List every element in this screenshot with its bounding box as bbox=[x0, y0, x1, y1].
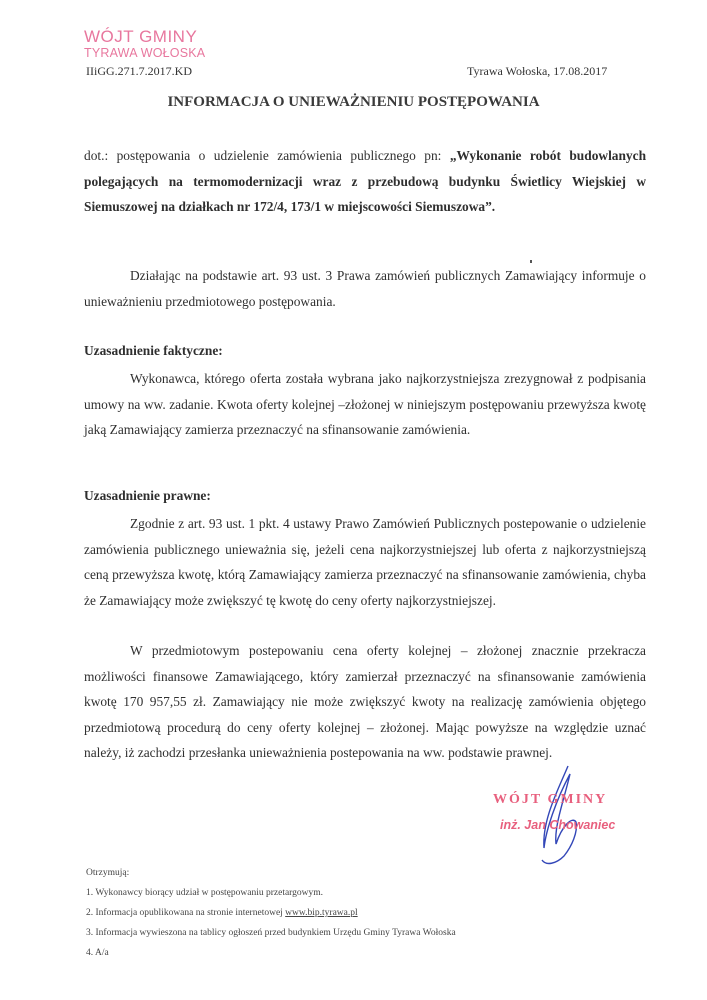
recipient-item bbox=[86, 908, 358, 918]
municipality-stamp bbox=[84, 28, 205, 60]
subject-paragraph bbox=[84, 143, 646, 220]
recipient-item: 1. Wykonawcy biorący udział w postępowaniu przetargowym. bbox=[86, 888, 324, 898]
stamp-line-2: TYRAWA WOŁOSKA bbox=[84, 46, 206, 60]
legal-paragraph-1: Zgodnie z art. 93 ust. 1 pkt. 4 ustawy Prawo Zamówień Publicznych postepowanie o udzielenie zamówienia publicznego unieważnia się, jeżeli cena najkorzystniejszej lub oferta z najkorzystniejszą ceną przewyższa kwotę, którą Zamawiający zamierza przeznaczyć na sfinansowanie zamówienia, chyba że Zamawiający może zwiększyć tę kwotę do ceny oferty najkorzystniejszej. bbox=[84, 516, 646, 608]
bip-link[interactable]: www.bip.tyrawa.pl bbox=[285, 908, 358, 918]
intro-paragraph: Działając na podstawie art. 93 ust. 3 Prawa zamówień publicznych Zamawiający informuje o unieważnieniu przedmiotowego postępowania. bbox=[84, 268, 646, 309]
subject-title: „Wykonanie robót budowlanych polegających na termomodernizacji wraz z przebudową budynku Świetlicy Wiejskiej w Siemuszowej na działkach nr 172/4, 173/1 w miejscowości Siemuszowa”. bbox=[84, 148, 647, 214]
signature-title: WÓJT GMINY bbox=[493, 792, 608, 807]
subject-prefix: dot.: postępowania o udzielenie zamówienia publicznego pn: bbox=[84, 148, 450, 163]
recipient-item: 4. A/a bbox=[86, 948, 109, 958]
signature-name: inż. Jan Chowaniec bbox=[500, 818, 616, 832]
document-title: INFORMACJA O UNIEWAŻNIENIU POSTĘPOWANIA bbox=[167, 94, 540, 110]
stamp-line-1: WÓJT GMINY bbox=[84, 27, 198, 46]
reference-number: IIiGG.271.7.2017.KD bbox=[86, 64, 192, 78]
signature-stamp bbox=[493, 792, 615, 832]
legal-heading: Uzasadnienie prawne: bbox=[84, 488, 211, 503]
legal-paragraph-2: W przedmiotowym postepowaniu cena oferty kolejnej – złożonej znacznie przekracza możliwości finansowe Zamawiającego, który zamierzał przeznaczyć na sfinansowanie zamówienia kwotę 170 957,55 zł. Zamawiający nie może zwiększyć kwoty na realizację zamówienia objętego przedmiotową procedurą do ceny oferty kolejnej – złożonej. Mając powyższe na względzie uznać należy, iż zachodzi przesłanka unieważnienia postepowania na ww. podstawie prawnej. bbox=[84, 643, 646, 760]
factual-heading: Uzasadnienie faktyczne: bbox=[84, 343, 223, 358]
recipient-item: 3. Informacja wywieszona na tablicy ogłoszeń przed budynkiem Urzędu Gminy Tyrawa Wołoska bbox=[86, 928, 456, 938]
factual-paragraph: Wykonawca, którego oferta została wybrana jako najkorzystniejsza zrezygnował z podpisania umowy na ww. zadanie. Kwota oferty kolejnej –złożonej w niniejszym postępowaniu przewyższa kwotę jaką Zamawiający zamierza przeznaczyć na sfinansowanie zamówienia. bbox=[84, 371, 646, 437]
place-date: Tyrawa Wołoska, 17.08.2017 bbox=[467, 64, 608, 78]
recipients-heading: Otrzymują: bbox=[86, 868, 130, 878]
recipient-item-text: 2. Informacja opublikowana na stronie internetowej bbox=[86, 908, 286, 918]
